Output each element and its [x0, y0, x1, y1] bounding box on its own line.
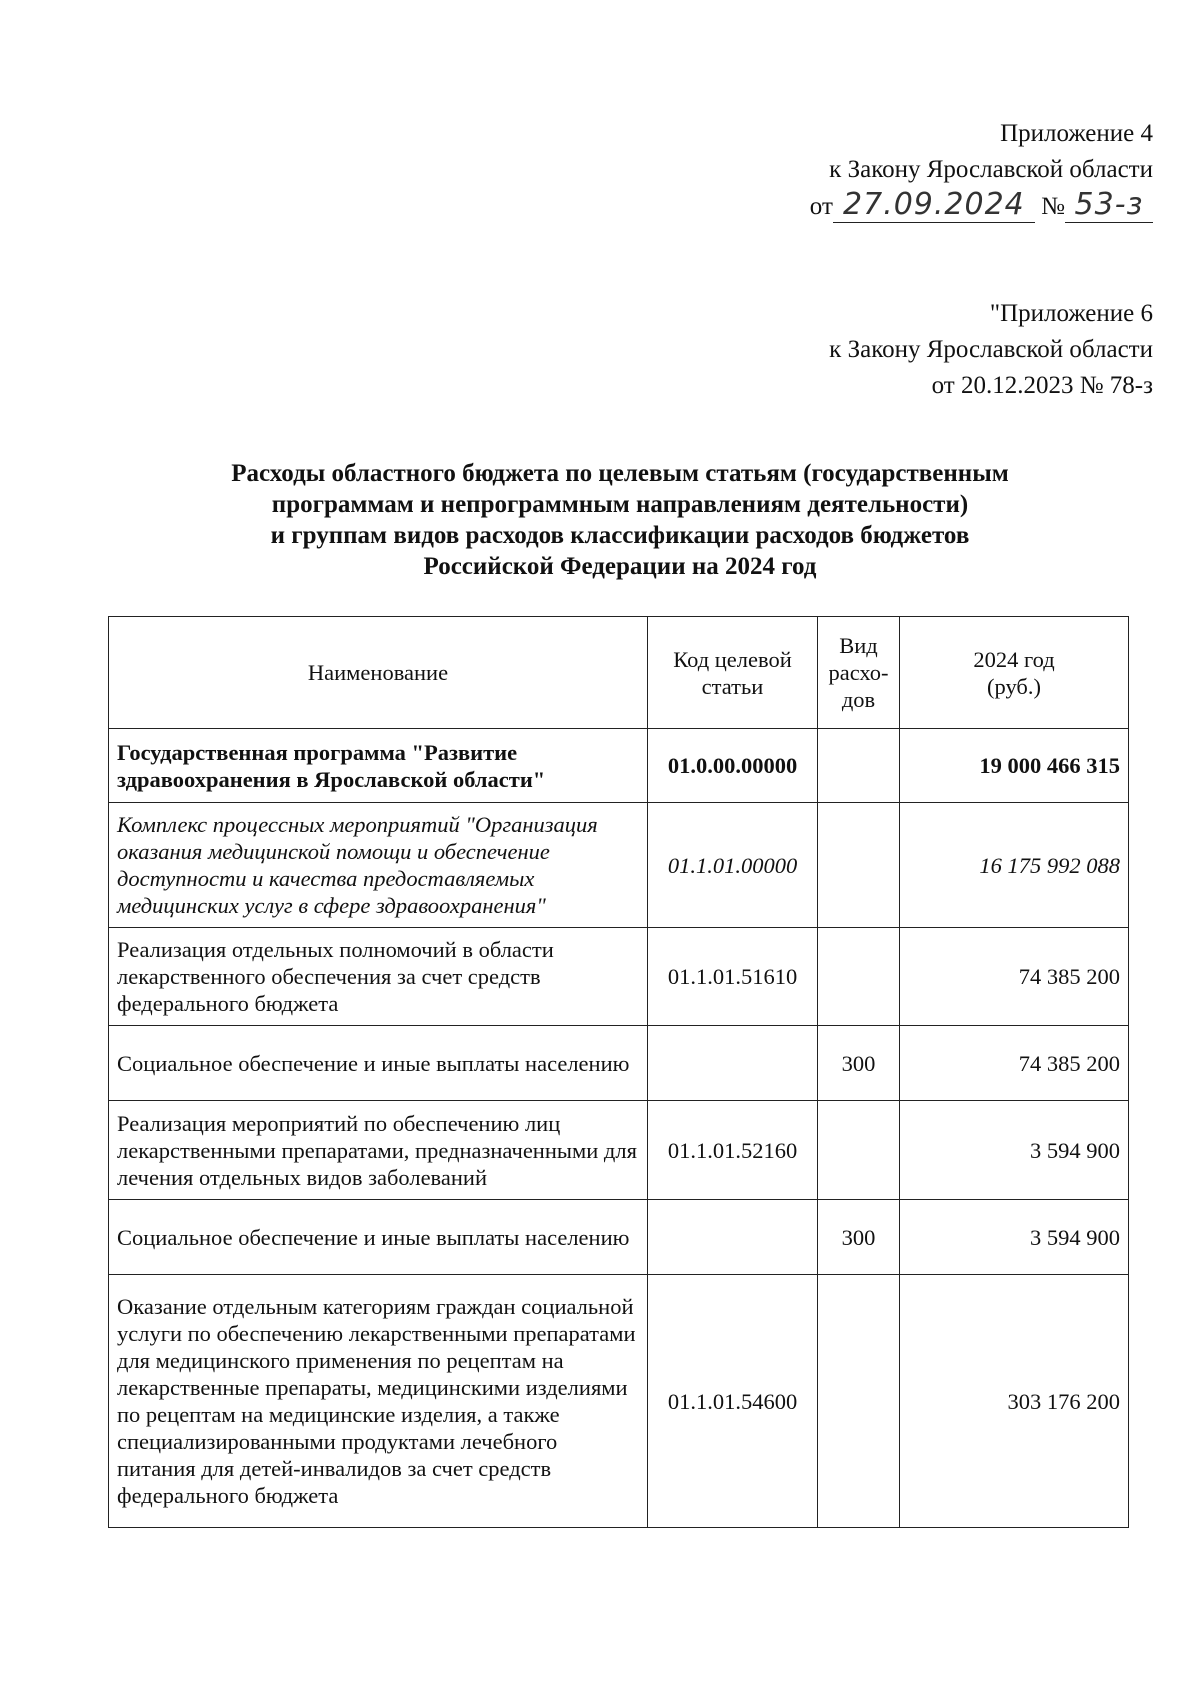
row-amount: 16 175 992 088: [900, 803, 1129, 928]
row-name: Государственная программа "Развитие здравоохранения в Ярославской области": [109, 729, 648, 803]
budget-table: [108, 616, 1129, 1528]
header-type-line-2: расхо-: [828, 660, 889, 685]
row-code: 01.1.01.51610: [648, 928, 818, 1026]
table-row: [109, 803, 1129, 928]
row-code: 01.1.01.00000: [648, 803, 818, 928]
row-amount: 3 594 900: [900, 1101, 1129, 1200]
table-row: [109, 1200, 1129, 1275]
table-row: [109, 1275, 1129, 1528]
row-amount: 3 594 900: [900, 1200, 1129, 1275]
row-code: 01.1.01.52160: [648, 1101, 818, 1200]
table-row: [109, 729, 1129, 803]
appendix-4-header: [810, 116, 1153, 225]
appendix-4-label: Приложение 4: [1000, 120, 1153, 147]
row-amount: 19 000 466 315: [900, 729, 1129, 803]
table-header-row: [109, 617, 1129, 729]
appendix-6-law-ref: к Закону Ярославской области: [829, 336, 1153, 363]
title-line-2: программам и непрограммным направлениям деятельности): [271, 491, 969, 518]
row-type: [818, 1275, 900, 1528]
header-type-line-1: Вид: [839, 633, 878, 658]
appendix-6-label: "Приложение 6: [989, 300, 1153, 327]
title-line-4: Российской Федерации на 2024 год: [423, 553, 817, 580]
row-type: 300: [818, 1026, 900, 1101]
number-prefix: №: [1041, 193, 1065, 220]
table-row: [109, 1026, 1129, 1101]
handwritten-number: 53-з: [1065, 188, 1153, 223]
header-code-line-2: статьи: [701, 673, 764, 699]
row-name: Социальное обеспечение и иные выплаты населению: [109, 1200, 648, 1275]
row-type: [818, 803, 900, 928]
row-name: Оказание отдельным категориям граждан социальной услуги по обеспечению лекарственными препаратами для медицинского применения по рецептам на лекарственные препараты, медицинскими изделиями по рецептам на медицинские изделия, а также специализированными продуктами лечебного питания для детей-инвалидов за счет средств федерального бюджета: [109, 1275, 648, 1528]
header-type-line-3: дов: [841, 687, 876, 712]
header-expense-type: [818, 617, 900, 729]
row-code: 01.1.01.54600: [648, 1275, 818, 1528]
table-row: [109, 928, 1129, 1026]
appendix-6-header: [829, 296, 1153, 404]
header-amount-line-2: (руб.): [987, 673, 1041, 699]
handwritten-date: 27.09.2024: [833, 188, 1035, 223]
row-code: 01.0.00.00000: [648, 729, 818, 803]
title-line-3: и группам видов расходов классификации расходов бюджетов: [270, 522, 970, 549]
row-code: [648, 1200, 818, 1275]
header-code: [648, 617, 818, 729]
row-type: [818, 928, 900, 1026]
row-code: [648, 1026, 818, 1101]
title-line-1: Расходы областного бюджета по целевым статьям (государственным: [231, 460, 1009, 487]
row-name: Реализация отдельных полномочий в области лекарственного обеспечения за счет средств федерального бюджета: [109, 928, 648, 1026]
from-prefix: от: [809, 193, 833, 220]
row-name: Социальное обеспечение и иные выплаты населению: [109, 1026, 648, 1101]
document-title: [160, 458, 1080, 582]
row-amount: 74 385 200: [900, 928, 1129, 1026]
header-amount: [900, 617, 1129, 729]
appendix-4-law-ref: к Закону Ярославской области: [829, 156, 1153, 183]
row-name: Реализация мероприятий по обеспечению лиц лекарственными препаратами, предназначенными для лечения отдельных видов заболеваний: [109, 1101, 648, 1200]
header-name: Наименование: [109, 617, 648, 729]
header-code-line-1: Код целевой: [673, 646, 792, 672]
row-type: 300: [818, 1200, 900, 1275]
row-amount: 74 385 200: [900, 1026, 1129, 1101]
table-row: [109, 1101, 1129, 1200]
appendix-4-date-line: [810, 188, 1153, 225]
row-type: [818, 729, 900, 803]
row-name: Комплекс процессных мероприятий "Организация оказания медицинской помощи и обеспечение доступности и качества предоставляемых медицинских услуг в сфере здравоохранения": [109, 803, 648, 928]
appendix-6-date: от 20.12.2023 № 78-з: [931, 372, 1153, 399]
row-amount: 303 176 200: [900, 1275, 1129, 1528]
header-amount-line-1: 2024 год: [973, 646, 1055, 672]
row-type: [818, 1101, 900, 1200]
